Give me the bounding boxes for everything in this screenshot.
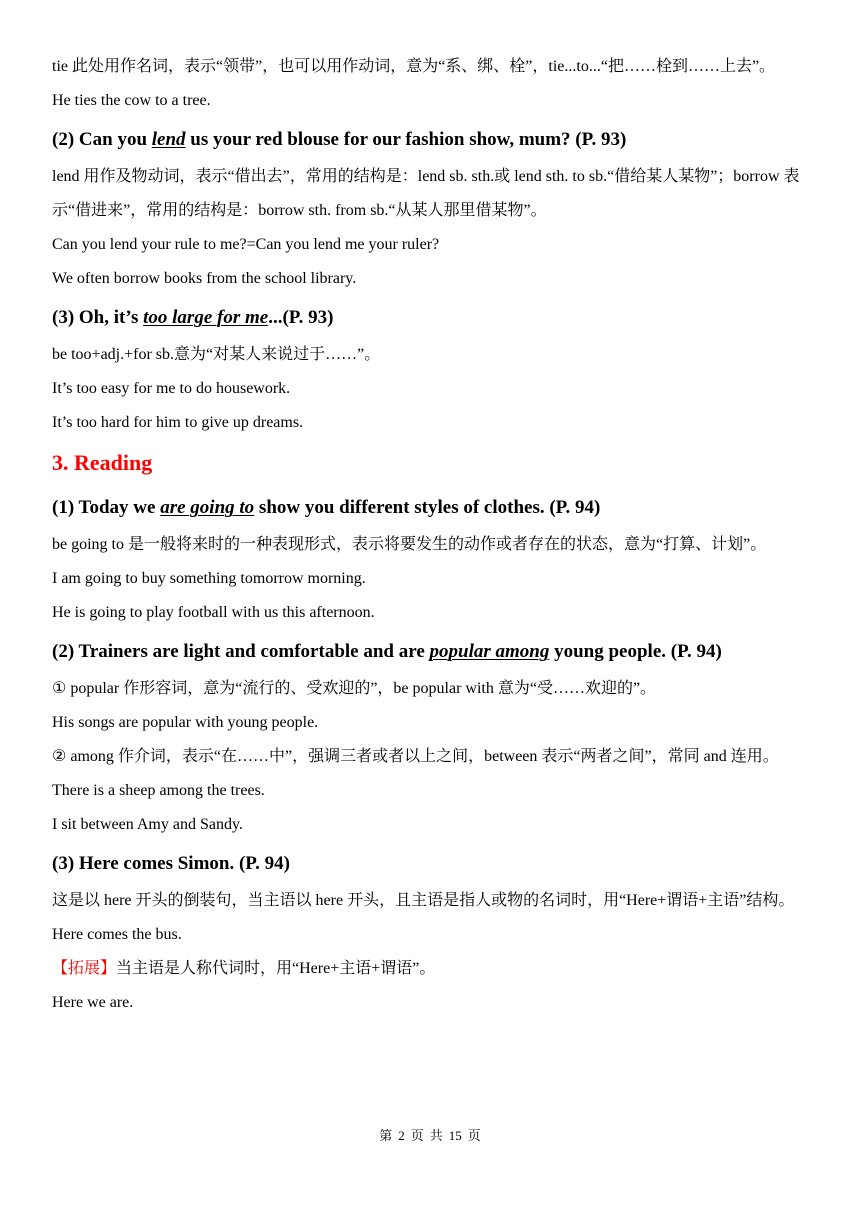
highlight-phrase: are going to — [160, 497, 255, 518]
example-sentence: He ties the cow to a tree. — [52, 92, 211, 109]
paragraph: be going to 是一般将来时的一种表现形式，表示将要发生的动作或者存在的状态，意为“打算、计划”。 — [52, 536, 767, 553]
subheading-text: us your red blouse for our fashion show, mum? (P. 93) — [185, 129, 627, 150]
example-sentence: He is going to play football with us this afternoon. — [52, 604, 375, 621]
subheading — [52, 120, 812, 160]
footer-text: 页 — [410, 1128, 424, 1143]
footer-text: 页 — [467, 1128, 481, 1143]
paragraph — [52, 952, 812, 986]
subheading — [52, 298, 812, 338]
example-sentence: There is a sheep among the trees. — [52, 782, 265, 799]
example-sentence: Here comes the bus. — [52, 926, 182, 943]
paragraph-text: 当主语是人称代词时，用“Here+主语+谓语”。 — [116, 960, 436, 977]
subheading-text: (1) Today we — [52, 497, 161, 518]
subheading-text: (2) Trainers are light and comfortable and are — [52, 641, 430, 662]
paragraph: tie 此处用作名词，表示“领带”，也可以用作动词，意为“系、绑、栓”，tie...to...“把……栓到……上去”。 — [52, 58, 776, 75]
highlight-phrase: popular among — [429, 641, 550, 662]
footer-text: 第 — [379, 1128, 393, 1143]
example-sentence: I am going to buy something tomorrow morning. — [52, 570, 366, 587]
footer-text: 共 — [429, 1128, 443, 1143]
subheading-text: ...(P. 93) — [268, 307, 334, 328]
subheading-text: (2) Can you — [52, 129, 152, 150]
paragraph: be too+adj.+for sb.意为“对某人来说过于……”。 — [52, 346, 381, 363]
subheading: (3) Here comes Simon. (P. 94) — [52, 853, 290, 874]
page-footer — [0, 1126, 860, 1146]
highlight-phrase: too large for me — [143, 307, 269, 328]
section-heading: 3. Reading — [52, 450, 153, 475]
subheading-text: young people. (P. 94) — [549, 641, 722, 662]
total-pages: 15 — [448, 1128, 462, 1143]
page-number: 2 — [398, 1128, 405, 1143]
subheading-text: show you different styles of clothes. (P. 94) — [254, 497, 601, 518]
example-sentence: It’s too hard for him to give up dreams. — [52, 414, 304, 431]
subheading — [52, 632, 812, 672]
highlight-phrase: lend — [151, 129, 186, 150]
document-page — [52, 50, 812, 1020]
example-sentence: It’s too easy for me to do housework. — [52, 380, 291, 397]
paragraph: 这是以 here 开头的倒装句，当主语以 here 开头，且主语是指人或物的名词时，用“Here+谓语+主语”结构。 — [52, 892, 795, 909]
paragraph: lend 用作及物动词，表示“借出去”，常用的结构是：lend sb. sth.或 lend sth. to sb.“借给某人某物”；borrow 表示“借进来”，常用的结构是：borrow sth. from sb.“从某人那里借某物”。 — [52, 168, 800, 219]
example-sentence: Here we are. — [52, 994, 134, 1011]
subheading-text: (3) Oh, it’s — [52, 307, 144, 328]
extension-tag: 【拓展】 — [52, 960, 117, 977]
example-sentence: I sit between Amy and Sandy. — [52, 816, 243, 833]
example-sentence: We often borrow books from the school library. — [52, 270, 357, 287]
paragraph: ② among 作介词，表示“在……中”，强调三者或者以上之间，between 表示“两者之间”，常同 and 连用。 — [52, 748, 779, 765]
example-sentence: Can you lend your rule to me?=Can you lend me your ruler? — [52, 236, 440, 253]
example-sentence: His songs are popular with young people. — [52, 714, 319, 731]
subheading — [52, 488, 812, 528]
paragraph: ① popular 作形容词，意为“流行的、受欢迎的”，be popular with 意为“受……欢迎的”。 — [52, 680, 657, 697]
